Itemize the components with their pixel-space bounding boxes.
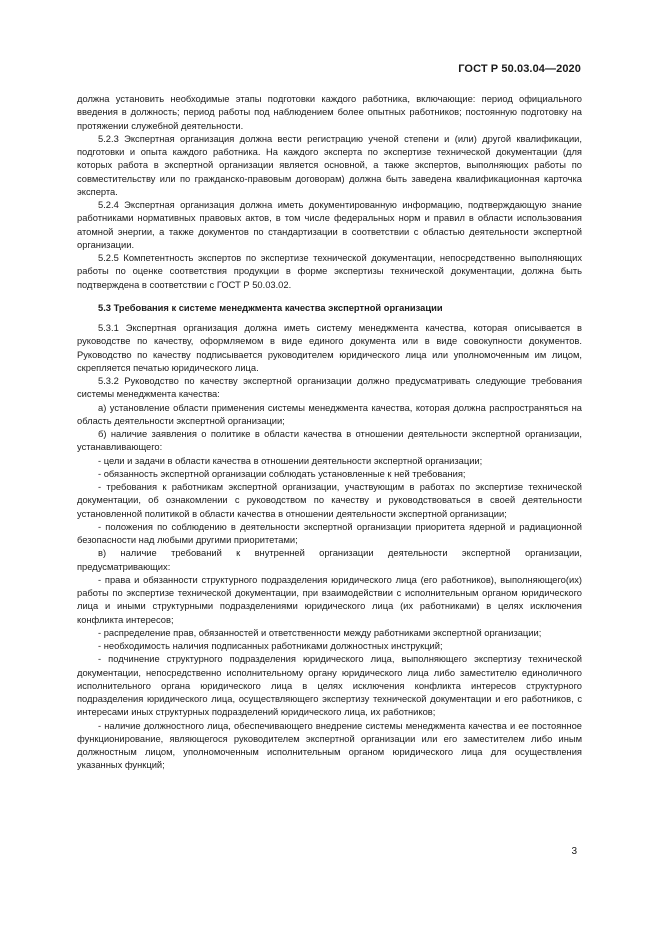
list-item: - права и обязанности структурного подразделения юридического лица (его работников), выполняющего(их) работы по экспертизе технической документации, при взаимодействии с исполнительным органом юридического лица и иными структурными подразделениями юридического лица (их работниками) в целях исключения конфликта интересов; (77, 574, 582, 625)
paragraph: 5.3.1 Экспертная организация должна иметь систему менеджмента качества, которая описывается в руководстве по качеству, оформляемом в виде единого документа или в виде совокупности документов. Руководство по качеству подписывается руководителем юридического лица или уполномоченным им лицом, скрепляется печатью юридического лица. (77, 323, 582, 373)
list-item: - цели и задачи в области качества в отношении деятельности экспертной организации; (98, 455, 483, 466)
page-number: 3 (571, 846, 577, 857)
list-item: - требования к работникам экспертной организации, участвующим в работах по экспертизе технической документации, об ознакомлении с руководством по качеству и руководствоваться в своей деятельности установленной политикой в области качества в отношении деятельности экспертной организации; (77, 482, 582, 519)
paragraph: 5.2.3 Экспертная организация должна вести регистрацию ученой степени и (или) другой квалификации, подготовки и опыта каждого работника. На каждого эксперта по экспертизе технической документации (для которых работа в экспертной организации является основной, а также экспертов, выполняющих работы по совместительству или по гражданско-правовым договорам) должна быть заведена квалификационная карточка эксперта. (77, 133, 582, 197)
list-item: б) наличие заявления о политике в области качества в отношении деятельности экспертной организации, устанавливающего: (77, 429, 582, 453)
list-item: - обязанность экспертной организации соблюдать установленные к ней требования; (98, 468, 466, 479)
list-item: а) установление области применения системы менеджмента качества, которая должна распространяться на область деятельности экспертной организации; (77, 402, 582, 426)
list-item: - положения по соблюдению в деятельности экспертной организации приоритета ядерной и радиационной безопасности над любыми другими приоритетами; (77, 521, 582, 545)
paragraph: 5.2.4 Экспертная организация должна иметь документированную информацию, подтверждающую знание работниками нормативных правовых актов, в том числе федеральных норм и правил в области использования атомной энергии, а также документов по стандартизации в соответствии с областью деятельности экспертной организации. (77, 200, 582, 250)
paragraph: должна установить необходимые этапы подготовки каждого работника, включающие: период официального введения в должность; период работы под наблюдением более опытных работников; постоянную подготовку на протяжении служебной деятельности. (77, 94, 582, 131)
list-item: - необходимость наличия подписанных работниками должностных инструкций; (98, 641, 443, 651)
list-item: в) наличие требований к внутренней организации деятельности экспертной организации, предусматривающих: (77, 548, 582, 572)
list-item: - подчинение структурного подразделения юридического лица, выполняющего экспертизу технической документации, непосредственно исполнительному органу юридического лица либо заместителю единоличного исполнительного органа юридического лица в целях исключения конфликта интересов структурного подразделения юридического лица, осуществляющего экспертизу технической документации и его работников, с интересами иных структурных подразделений юридического лица, их работников; (77, 654, 582, 718)
list-item: - распределение прав, обязанностей и ответственности между работниками экспертной организации; (98, 627, 542, 638)
section-heading: 5.3 Требования к системе менеджмента качества экспертной организации (98, 302, 443, 313)
list-item: - наличие должностного лица, обеспечивающего внедрение системы менеджмента качества и ее постоянное функционирование, являющегося руководителем экспертной организации или его заместителем либо иным должностным лицом, уполномоченным исполнительным органом юридического лица для осуществления указанных функций; (77, 720, 582, 771)
paragraph: 5.2.5 Компетентность экспертов по экспертизе технической документации, непосредственно выполняющих работы по оценке соответствия продукции в форме экспертизы технической документации, должна быть подтверждена в соответствии с ГОСТ Р 50.03.02. (77, 253, 582, 290)
page-header: ГОСТ Р 50.03.04—2020 (458, 63, 581, 75)
paragraph: 5.3.2 Руководство по качеству экспертной организации должно предусматривать следующие требования системы менеджмента качества: (77, 376, 582, 400)
document-body (77, 93, 582, 773)
